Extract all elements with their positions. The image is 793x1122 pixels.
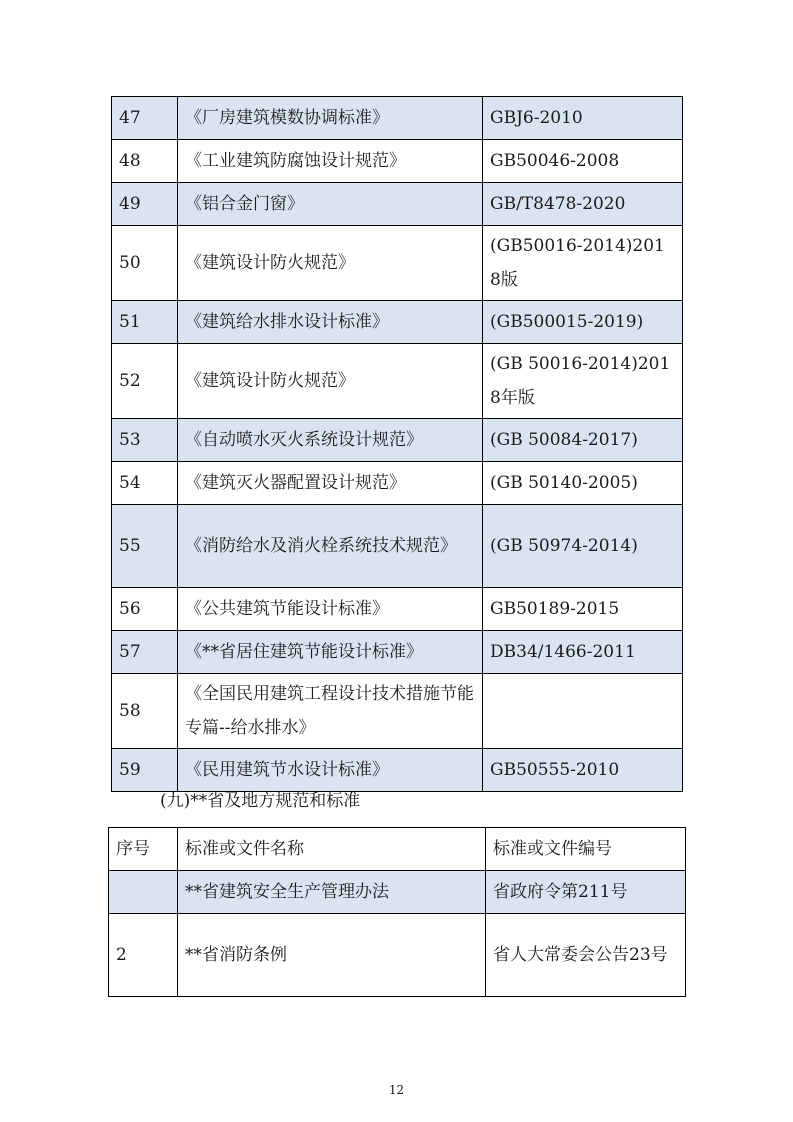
table-row — [112, 140, 683, 183]
standard-name: 《公共建筑节能设计标准》 — [178, 588, 483, 631]
row-number: 54 — [112, 462, 178, 505]
standard-code: (GB 50084-2017) — [483, 419, 683, 462]
table-row — [112, 183, 683, 226]
standard-name: 《民用建筑节水设计标准》 — [178, 749, 483, 792]
row-number: 47 — [112, 97, 178, 140]
row-number: 55 — [112, 505, 178, 588]
table-row — [112, 462, 683, 505]
row-number: 51 — [112, 301, 178, 344]
standard-code: (GB 50974-2014) — [483, 505, 683, 588]
standard-name: 《厂房建筑模数协调标准》 — [178, 97, 483, 140]
header-code: 标准或文件编号 — [486, 828, 686, 871]
table-row — [112, 301, 683, 344]
standard-name: 《铝合金门窗》 — [178, 183, 483, 226]
standard-name: 《工业建筑防腐蚀设计规范》 — [178, 140, 483, 183]
table-row — [109, 914, 686, 997]
standard-code: GBJ6-2010 — [483, 97, 683, 140]
standard-code: DB34/1466-2011 — [483, 631, 683, 674]
document-name: **省建筑安全生产管理办法 — [178, 871, 486, 914]
provincial-standards-table — [108, 827, 686, 997]
standard-name: 《建筑设计防火规范》 — [178, 344, 483, 419]
standard-name: 《自动喷水灭火系统设计规范》 — [178, 419, 483, 462]
standards-table — [111, 96, 683, 792]
row-number — [109, 871, 178, 914]
row-number: 59 — [112, 749, 178, 792]
table-row — [112, 226, 683, 301]
page-number: 12 — [388, 1083, 405, 1097]
row-number: 53 — [112, 419, 178, 462]
table-row — [112, 631, 683, 674]
standard-code: GB50046-2008 — [483, 140, 683, 183]
table-header-row — [109, 828, 686, 871]
header-number: 序号 — [109, 828, 178, 871]
standard-code: GB50189-2015 — [483, 588, 683, 631]
document-code: 省人大常委会公告23号 — [486, 914, 686, 997]
table-row — [112, 749, 683, 792]
row-number: 50 — [112, 226, 178, 301]
table-row — [112, 505, 683, 588]
row-number: 57 — [112, 631, 178, 674]
row-number: 49 — [112, 183, 178, 226]
table-row — [112, 674, 683, 749]
row-number: 58 — [112, 674, 178, 749]
standard-code: (GB50016-2014)2018版 — [483, 226, 683, 301]
standard-code: (GB 50140-2005) — [483, 462, 683, 505]
table-row — [112, 97, 683, 140]
standard-name: 《**省居住建筑节能设计标准》 — [178, 631, 483, 674]
standard-code — [483, 674, 683, 749]
standard-name: 《全国民用建筑工程设计技术措施节能专篇--给水排水》 — [178, 674, 483, 749]
row-number: 2 — [109, 914, 178, 997]
table-row — [112, 419, 683, 462]
document-code: 省政府令第211号 — [486, 871, 686, 914]
standard-name: 《建筑给水排水设计标准》 — [178, 301, 483, 344]
standard-code: (GB 50016-2014)2018年版 — [483, 344, 683, 419]
row-number: 52 — [112, 344, 178, 419]
document-name: **省消防条例 — [178, 914, 486, 997]
table-row — [109, 871, 686, 914]
table-row — [112, 588, 683, 631]
standard-code: GB/T8478-2020 — [483, 183, 683, 226]
standard-name: 《消防给水及消火栓系统技术规范》 — [178, 505, 483, 588]
standard-code: GB50555-2010 — [483, 749, 683, 792]
row-number: 56 — [112, 588, 178, 631]
standard-name: 《建筑灭火器配置设计规范》 — [178, 462, 483, 505]
standard-code: (GB500015-2019) — [483, 301, 683, 344]
header-name: 标准或文件名称 — [178, 828, 486, 871]
row-number: 48 — [112, 140, 178, 183]
standard-name: 《建筑设计防火规范》 — [178, 226, 483, 301]
section-heading: (九)**省及地方规范和标准 — [160, 791, 361, 811]
table-row — [112, 344, 683, 419]
